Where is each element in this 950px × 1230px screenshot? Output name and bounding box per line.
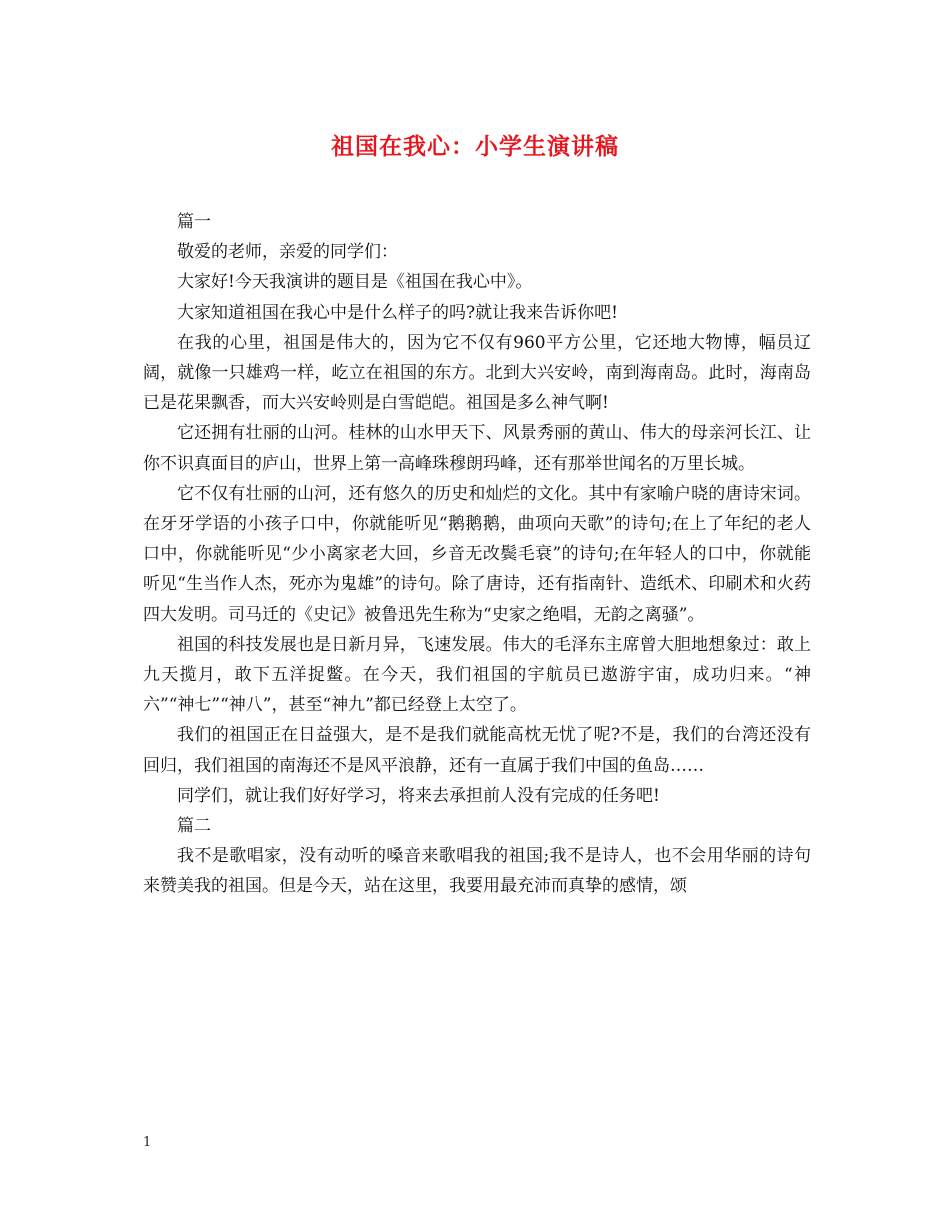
paragraph: 我不是歌唱家，没有动听的嗓音来歌唱我的祖国;我不是诗人，也不会用华丽的诗句来赞美我的祖国。但是今天，站在这里，我要用最充沛而真挚的感情，颂: [143, 846, 811, 897]
paragraph: 大家好!今天我演讲的题目是《祖国在我心中》。: [177, 272, 533, 293]
paragraph: 在我的心里，祖国是伟大的，因为它不仅有960平方公里，它还地大物博，幅员辽阔，就像一只雄鸡一样，屹立在祖国的东方。北到大兴安岭，南到海南岛。此时，海南岛已是花果飘香，而大兴安岭则是白雪皑皑。祖国是多么神气啊!: [143, 332, 811, 414]
paragraph: 篇一: [177, 212, 211, 232]
paragraph: 敬爱的老师，亲爱的同学们：: [177, 242, 398, 263]
document-title: 祖国在我心：小学生演讲稿: [331, 133, 619, 160]
paragraph: 它还拥有壮丽的山河。桂林的山水甲天下、风景秀丽的黄山、伟大的母亲河长江、让你不识真面目的庐山，世界上第一高峰珠穆朗玛峰，还有那举世闻名的万里长城。: [143, 423, 811, 474]
paragraph: 它不仅有壮丽的山河，还有悠久的历史和灿烂的文化。其中有家喻户晓的唐诗宋词。在牙牙学语的小孩子口中，你就能听见“鹅鹅鹅，曲项向天歌”的诗句;在上了年纪的老人口中，你就能听见“少小离家老大回，乡音无改鬓毛衰”的诗句;在年轻人的口中，你就能听见“生当作人杰，死亦为鬼雄”的诗句。除了唐诗，还有指南针、造纸术、印刷术和火药四大发明。司马迁的《史记》被鲁迅先生称为“史家之绝唱，无韵之离骚”。: [143, 483, 811, 625]
paragraph: 同学们，就让我们好好学习，将来去承担前人没有完成的任务吧!: [177, 785, 660, 806]
paragraph: 篇二: [177, 816, 211, 837]
paragraph: 我们的祖国正在日益强大，是不是我们就能高枕无忧了呢?不是，我们的台湾还没有回归，我们祖国的南海还不是风平浪静，还有一直属于我们中国的鱼岛……: [143, 725, 811, 776]
document-body: [143, 207, 811, 902]
paragraph: 大家知道祖国在我心中是什么样子的吗?就让我来告诉你吧!: [177, 302, 618, 323]
paragraph: 祖国的科技发展也是日新月异，飞速发展。伟大的毛泽东主席曾大胆地想象过：敢上九天揽月，敢下五洋捉鳖。在今天，我们祖国的宇航员已遨游宇宙，成功归来。“神六”“神七”“神八”，甚至“神九”都已经登上太空了。: [143, 634, 811, 716]
page-number: 1: [143, 1135, 152, 1150]
